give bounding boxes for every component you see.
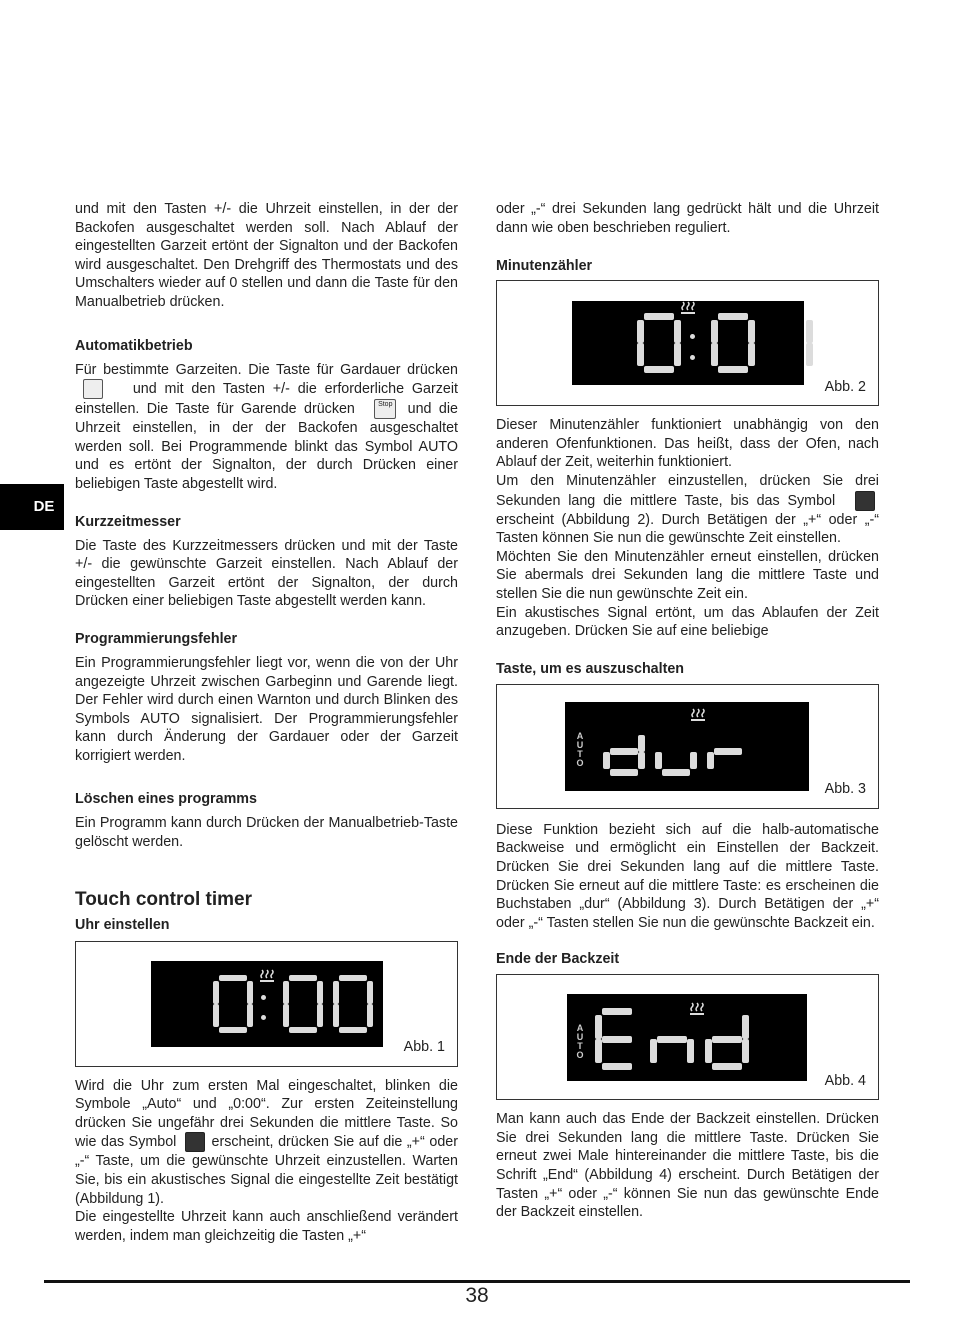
figure-1	[75, 941, 458, 1067]
display-segment	[742, 1015, 749, 1039]
figure-2	[496, 280, 879, 406]
display-segment	[213, 981, 219, 1004]
display-segment	[638, 735, 645, 752]
auto-indicator: A U T O	[576, 730, 584, 768]
display-segment	[718, 313, 748, 320]
display-segment	[637, 343, 644, 366]
display-segment	[213, 1004, 219, 1027]
display-segment	[638, 752, 645, 769]
display-segment	[283, 981, 289, 1004]
display-segment	[247, 1004, 253, 1027]
display-segment	[367, 981, 373, 1004]
display-end	[567, 994, 807, 1081]
colon-dot	[690, 334, 695, 339]
display-segment	[674, 320, 681, 343]
display-segment	[687, 1039, 694, 1063]
display-segment	[748, 320, 755, 343]
heading-uhr-einstellen: Uhr einstellen	[75, 916, 170, 933]
steam-icon	[680, 301, 696, 315]
bell-symbol-icon	[855, 491, 875, 511]
display-segment	[283, 1004, 289, 1027]
display-segment	[595, 1039, 602, 1063]
footer-rule	[44, 1280, 910, 1283]
display-segment	[317, 1004, 323, 1027]
ende-paragraph: Man kann auch das Ende der Backzeit einstellen. Drücken Sie drei Sekunden lang die mittlere Taste. Drücken Sie erneut zwei Male hintereinander die mittlere Taste, bis die Schrift „End“ (Abbildung 4) erscheint. Durch Betätigen der Tasten „+“ oder „-“ können Sie nun das gewünschte Ende der Backzeit einstellen.	[496, 1111, 879, 1221]
display-segment	[662, 769, 690, 776]
display-segment	[714, 748, 742, 755]
colon-dot	[261, 1015, 266, 1020]
left-column	[75, 200, 458, 1245]
auto-indicator: A U T O	[576, 1023, 584, 1061]
continued-paragraph: oder „-“ drei Sekunden lang gedrückt hält und die Uhrzeit dann wie oben beschrieben reguliert.	[496, 201, 879, 236]
display-segment	[219, 1027, 247, 1033]
duration-key-icon	[83, 379, 103, 399]
display-segment	[317, 981, 323, 1004]
colon-dot	[261, 995, 266, 1000]
display-segment	[644, 313, 674, 320]
stop-key-icon: Stop	[374, 399, 396, 419]
display-segment	[595, 1015, 602, 1039]
figure-3-caption: Abb. 3	[824, 781, 866, 798]
display-segment	[602, 1008, 632, 1015]
heading-kurzzeitmesser: Kurzzeitmesser	[75, 513, 181, 530]
display-segment	[339, 975, 367, 981]
heading-automatikbetrieb: Automatikbetrieb	[75, 337, 193, 354]
intro-paragraph: und mit den Tasten +/- die Uhrzeit einstellen, in der der Backofen ausgeschaltet werden soll. Nach Ablauf der eingestellten Garzeit ertönt der Signalton und der Backofen wird ausgeschaltet. Den Drehgriff des Thermostats und des Umschalters wieder auf 0 stellen und dann die Taste für den Manualbetrieb drücken.	[75, 201, 458, 310]
figure-3	[496, 684, 879, 809]
loeschen-paragraph: Ein Programm kann durch Drücken der Manualbetrieb-Taste gelöscht werden.	[75, 815, 458, 851]
display-segment	[748, 343, 755, 366]
figure-4	[496, 974, 879, 1100]
display-segment	[289, 975, 317, 981]
display-segment	[718, 366, 748, 373]
display-0-00	[151, 961, 383, 1047]
display-segment	[610, 769, 638, 776]
display-segment	[690, 752, 697, 769]
programmierungsfehler-paragraph: Ein Programmierungsfehler liegt vor, wenn die von der Uhr angezeigte Uhrzeit zwischen Garbeginn und Garende liegt. Der Fehler wird durch einen Warnton und durch Blinken des Symbols AUTO signalisiert. Der Programmierungsfehler kann durch Änderung der Gardauer oder der Garzeit korrigiert werden.	[75, 654, 458, 764]
display-segment	[610, 748, 638, 755]
display-segment	[367, 1004, 373, 1027]
heading-minutenzaehler: Minutenzähler	[496, 258, 593, 275]
display-segment	[247, 981, 253, 1004]
figure-1-caption: Abb. 1	[403, 1039, 445, 1056]
display-dur	[565, 702, 809, 791]
steam-icon	[259, 969, 275, 983]
minutenzaehler-paragraph-4: Ein akustisches Signal ertönt, um das Ablaufen der Zeit anzugeben. Drücken Sie auf eine beliebige	[496, 604, 879, 640]
display-segment	[711, 320, 718, 343]
halbautomatik-paragraph: Diese Funktion bezieht sich auf die halb-automatische Backweise und ermöglicht ein Einstellen der Backzeit. Drücken Sie drei Sekunden lang auf die mittlere Taste. Drücken Sie erneut auf die mittlere Taste: es erscheinen die Buchstaben „dur“ (Abbildung 3). Durch Betätigen der „+“ oder „-“ Tasten stellen Sie nun die gewünschte Backzeit ein.	[496, 821, 879, 931]
display-segment	[742, 1039, 749, 1063]
display-segment	[806, 320, 813, 343]
display-segment	[644, 366, 674, 373]
display-segment	[289, 1027, 317, 1033]
steam-icon	[689, 1002, 705, 1016]
display-segment	[674, 343, 681, 366]
display-segment	[657, 1036, 687, 1043]
kurzzeit-paragraph: Die Taste des Kurzzeitmessers drücken und mit der Taste +/- die gewünschte Garzeit einstellen. Nach Ablauf der eingestellten Garzeit ertönt der Signalton, der durch Drücken einer beliebigen Taste abgestellt werden kann.	[75, 537, 458, 610]
heading-loeschen: Löschen eines programms	[75, 791, 257, 808]
right-column	[496, 200, 879, 1222]
display-segment	[339, 1027, 367, 1033]
colon-dot	[690, 355, 695, 360]
clock-symbol-icon	[185, 1132, 205, 1152]
uhr-paragraph-2: Die eingestellte Uhrzeit kann auch anschließend verändert werden, indem man gleichzeitig die Tasten „+“	[75, 1209, 458, 1244]
display-segment	[806, 343, 813, 366]
display-segment	[711, 343, 718, 366]
heading-touch-control-timer: Touch control timer	[75, 888, 252, 910]
minutenzaehler-paragraph-2: Um den Minutenzähler einzustellen, drücken Sie drei Sekunden lang die mittlere Taste, bis das Symbol erscheint (Abbildung 2). Durch Betätigen der „+“ oder „-“ Tasten können Sie nun die gewünschte Zeit einstellen.	[496, 472, 879, 547]
heading-ende-backzeit: Ende der Backzeit	[496, 951, 620, 968]
language-tab: DE	[0, 484, 64, 530]
heading-taste-ausschalten: Taste, um es auszuschalten	[496, 660, 685, 677]
minutenzaehler-paragraph-3: Möchten Sie den Minutenzähler erneut einstellen, drücken Sie abermals drei Sekunden lang die mittlere Taste und stellen Sie die nun gewünschte Zeit ein.	[496, 548, 879, 602]
display-0-01	[572, 301, 804, 385]
display-segment	[707, 752, 714, 769]
display-segment	[602, 1063, 632, 1070]
steam-icon	[690, 708, 706, 722]
display-segment	[705, 1039, 712, 1063]
display-segment	[333, 1004, 339, 1027]
display-segment	[333, 981, 339, 1004]
display-segment	[602, 1036, 632, 1043]
display-segment	[637, 320, 644, 343]
figure-2-caption: Abb. 2	[824, 378, 866, 395]
display-segment	[712, 1036, 742, 1043]
page-number: 38	[465, 1284, 489, 1307]
display-segment	[603, 752, 610, 769]
heading-programmierungsfehler: Programmierungsfehler	[75, 630, 238, 647]
uhr-paragraph: Wird die Uhr zum ersten Mal eingeschaltet, blinken die Symbole „Auto“ und „0:00“. Zur ersten Zeiteinstellung drücken Sie ungefähr drei Sekunden die mittlere Taste. So wie das Symbol erscheint, drücken Sie auf die „+“ oder „-“ Taste, um die gewünschte Uhrzeit einzustellen. Warten Sie, bis ein akustisches Signal die eingestellte Zeit bestätigt (Abbildung 1).	[75, 1077, 458, 1207]
minutenzaehler-paragraph-1: Dieser Minutenzähler funktioniert unabhängig von den anderen Ofenfunktionen. Das heißt, dass der Ofen, nach Ablauf der Zeit, weiterhin funktioniert.	[496, 417, 879, 471]
display-segment	[712, 1063, 742, 1070]
display-segment	[650, 1039, 657, 1063]
automatik-paragraph: Für bestimmte Garzeiten. Die Taste für Gardauer drücken und mit den Tasten +/- die erforderliche Garzeit einstellen. Die Taste für Garende drücken Stop und die Uhrzeit einstellen, in der der Backofen ausgeschaltet werden soll. Bei Programmende blinkt das Symbol AUTO und es ertönt der Signalton, der durch Drücken einer beliebigen Taste abgestellt wird.	[75, 361, 458, 492]
figure-4-caption: Abb. 4	[824, 1072, 866, 1089]
display-segment	[655, 752, 662, 769]
display-segment	[219, 975, 247, 981]
